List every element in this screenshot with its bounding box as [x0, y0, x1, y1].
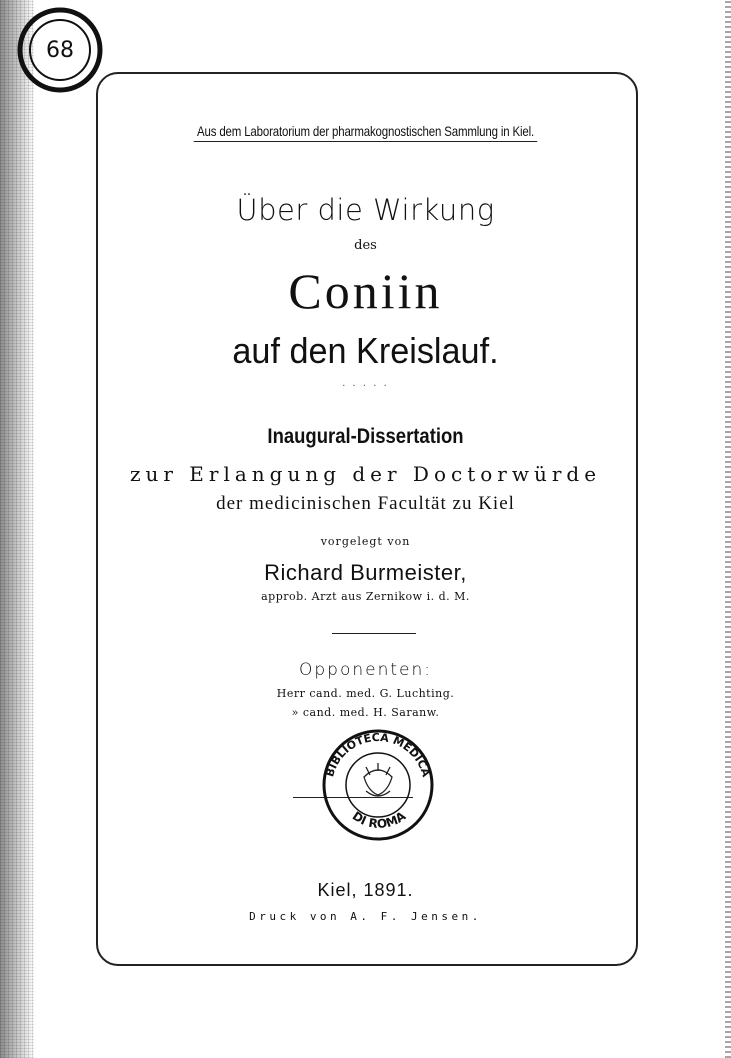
opponent-1: Herr cand. med. G. Luchting. [276, 687, 455, 700]
dissertation-faculty: der medicinischen Facultät zu Kiel [216, 493, 515, 514]
library-seal-stamp [316, 725, 440, 847]
imprint-printer: Druck von A. F. Jensen. [249, 910, 482, 923]
laboratory-heading: Aus dem Laboratorium der pharmakognostischen Sammlung in Kiel. [66, 123, 665, 139]
title-line-2: des [354, 238, 377, 253]
dissertation-purpose: zur Erlangung der Doctorwürde [129, 462, 602, 486]
opponents-heading: Opponenten: [299, 660, 432, 680]
author-detail: approb. Arzt aus Zernikow i. d. M. [261, 590, 470, 603]
title-line-1: Über die Wirkung [236, 193, 495, 227]
svg-text:DI ROMA: DI ROMA [349, 808, 409, 832]
divider-rule [332, 633, 416, 635]
library-number-stamp [17, 7, 103, 97]
author-name: Richard Burmeister, [264, 560, 467, 585]
stamp-number: 68 [46, 38, 74, 63]
ornament-dots: · · · · · [342, 381, 389, 392]
presented-by: vorgelegt von [320, 535, 411, 548]
imprint-place-year: Kiel, 1891. [317, 880, 414, 900]
svg-text:BIBLIOTECA MEDICA: BIBLIOTECA MEDICA [323, 730, 433, 779]
opponent-2: » cand. med. H. Saranw. [291, 706, 440, 719]
title-line-4: auf den Kreislauf. [232, 330, 499, 371]
title-main: Coniin [288, 263, 443, 319]
dissertation-heading: Inaugural-Dissertation [267, 425, 464, 448]
